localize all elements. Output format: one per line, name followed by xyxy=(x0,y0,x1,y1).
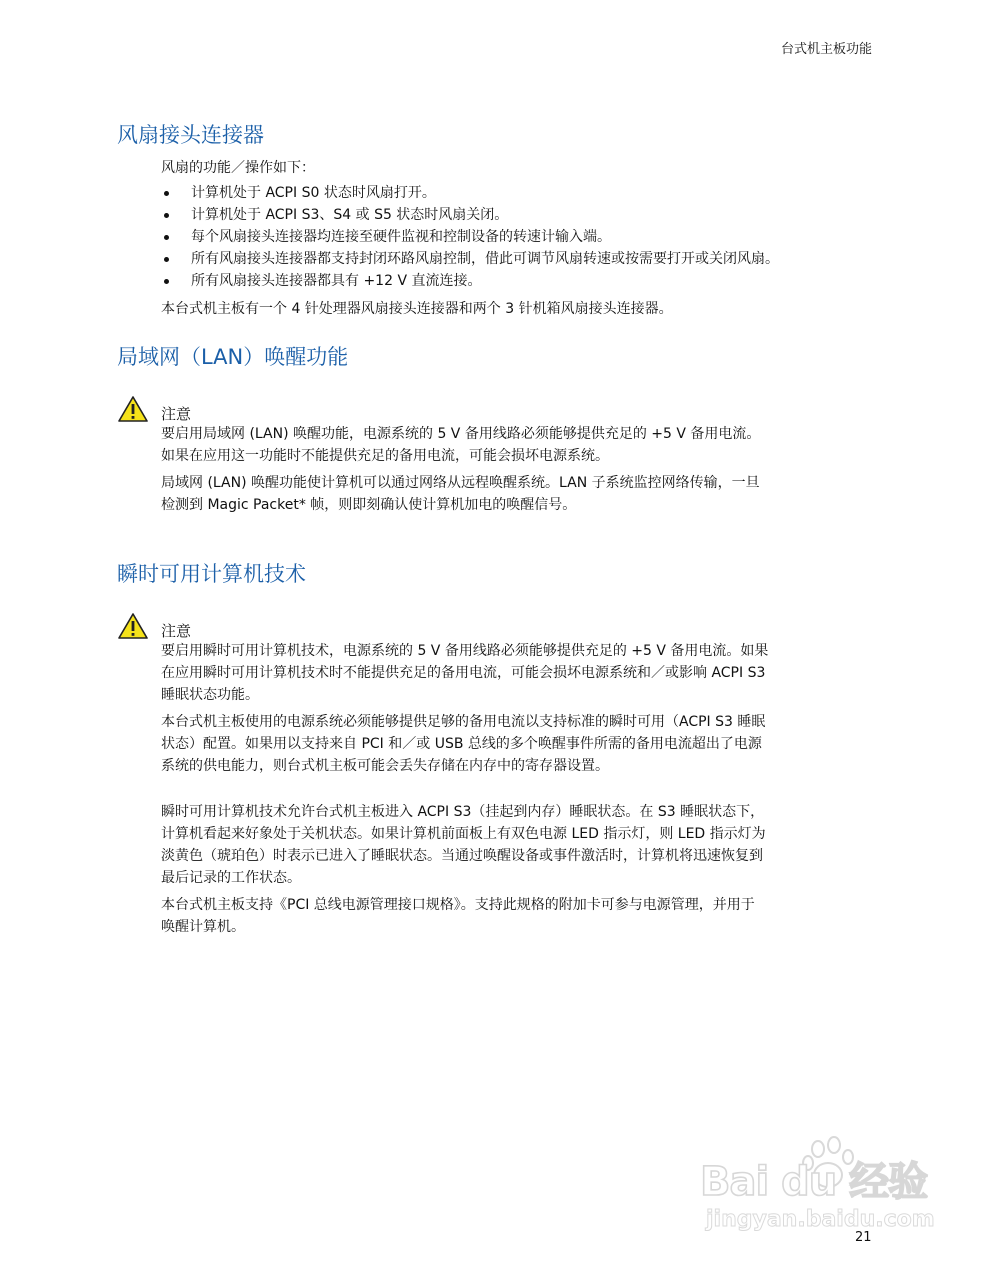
text-line: 系统的供电能力，则台式机主板可能会丢失存储在内存中的寄存器设置。 xyxy=(161,758,609,774)
note-label: 注意 xyxy=(161,405,192,423)
warning-triangle-icon xyxy=(117,395,149,423)
note-callout xyxy=(117,395,877,425)
text-line: 要启用瞬时可用计算机技术，电源系统的 5 V 备用线路必须能够提供充足的 +5 V 备用电流。如果 xyxy=(161,643,769,659)
baidu-watermark xyxy=(700,1135,940,1235)
text-line: 唤醒计算机。 xyxy=(161,919,245,935)
closing-text: 本台式机主板有一个 4 针处理器风扇接头连接器和两个 3 针机箱风扇接头连接器。 xyxy=(161,301,673,317)
text-line: 淡黄色（琥珀色）时表示已进入了睡眠状态。当通过唤醒设备或事件激活时，计算机将迅速恢复到 xyxy=(161,848,763,864)
list-item xyxy=(117,204,877,226)
intro-text: 风扇的功能／操作如下： xyxy=(161,160,315,176)
text-line: 局域网 (LAN) 唤醒功能使计算机可以通过网络从远程唤醒系统。LAN 子系统监控网络传输，一旦 xyxy=(161,475,760,491)
list-item-text: 所有风扇接头连接器都支持封闭环路风扇控制，借此可调节风扇转速或按需要打开或关闭风扇。 xyxy=(191,251,779,267)
section-instant-available xyxy=(117,558,877,938)
note-body xyxy=(161,640,877,938)
note-label: 注意 xyxy=(161,622,192,640)
list-item-text: 计算机处于 ACPI S0 状态时风扇打开。 xyxy=(191,185,436,201)
list-item-text: 所有风扇接头连接器都具有 +12 V 直流连接。 xyxy=(191,273,482,289)
list-item xyxy=(117,182,877,204)
list-item xyxy=(117,226,877,248)
text-line: 检测到 Magic Packet* 帧，则即刻确认使计算机加电的唤醒信号。 xyxy=(161,497,577,513)
watermark-brand: Bai du 经验 xyxy=(700,1159,928,1205)
text-line: 瞬时可用计算机技术允许台式机主板进入 ACPI S3（挂起到内存）睡眠状态。在 S3 睡眠状态下， xyxy=(161,804,765,820)
bullet-dot-icon xyxy=(164,213,169,218)
text-line: 如果在应用这一功能时不能提供充足的备用电流，可能会损坏电源系统。 xyxy=(161,448,609,464)
list-item-text: 计算机处于 ACPI S3、S4 或 S5 状态时风扇关闭。 xyxy=(191,207,509,223)
section-title: 局域网（LAN）唤醒功能 xyxy=(117,345,349,369)
section-lan-wake xyxy=(117,341,877,516)
page-number: 21 xyxy=(855,1230,872,1245)
bullet-dot-icon xyxy=(164,191,169,196)
section-title: 风扇接头连接器 xyxy=(117,123,264,147)
note-body xyxy=(161,423,877,516)
running-header: 台式机主板功能 xyxy=(780,42,872,57)
section-fan-connectors xyxy=(117,119,877,320)
bullet-list xyxy=(117,182,877,292)
section-title: 瞬时可用计算机技术 xyxy=(117,562,306,586)
text-line: 本台式机主板支持《PCI 总线电源管理接口规格》。支持此规格的附加卡可参与电源管理，并用于 xyxy=(161,897,755,913)
text-line: 最后记录的工作状态。 xyxy=(161,870,301,886)
text-line: 睡眠状态功能。 xyxy=(161,687,259,703)
list-item xyxy=(117,270,877,292)
list-item xyxy=(117,248,877,270)
bullet-dot-icon xyxy=(164,235,169,240)
text-line: 计算机看起来好象处于关机状态。如果计算机前面板上有双色电源 LED 指示灯，则 LED 指示灯为 xyxy=(161,826,766,842)
text-line: 状态）配置。如果用以支持来自 PCI 和／或 USB 总线的多个唤醒事件所需的备用电流超出了电源 xyxy=(161,736,762,752)
bullet-dot-icon xyxy=(164,279,169,284)
warning-triangle-icon xyxy=(117,612,149,640)
text-line: 要启用局域网 (LAN) 唤醒功能，电源系统的 5 V 备用线路必须能够提供充足的 +5 V 备用电流。 xyxy=(161,426,761,442)
watermark-url: jingyan.baidu.com xyxy=(706,1207,935,1232)
note-callout xyxy=(117,612,877,642)
text-line: 本台式机主板使用的电源系统必须能够提供足够的备用电流以支持标准的瞬时可用（ACPI S3 睡眠 xyxy=(161,714,766,730)
section-body xyxy=(161,157,877,320)
text-line: 在应用瞬时可用计算机技术时不能提供充足的备用电流，可能会损坏电源系统和／或影响 ACPI S3 xyxy=(161,665,766,681)
list-item-text: 每个风扇接头连接器均连接至硬件监视和控制设备的转速计输入端。 xyxy=(191,229,611,245)
bullet-dot-icon xyxy=(164,257,169,262)
